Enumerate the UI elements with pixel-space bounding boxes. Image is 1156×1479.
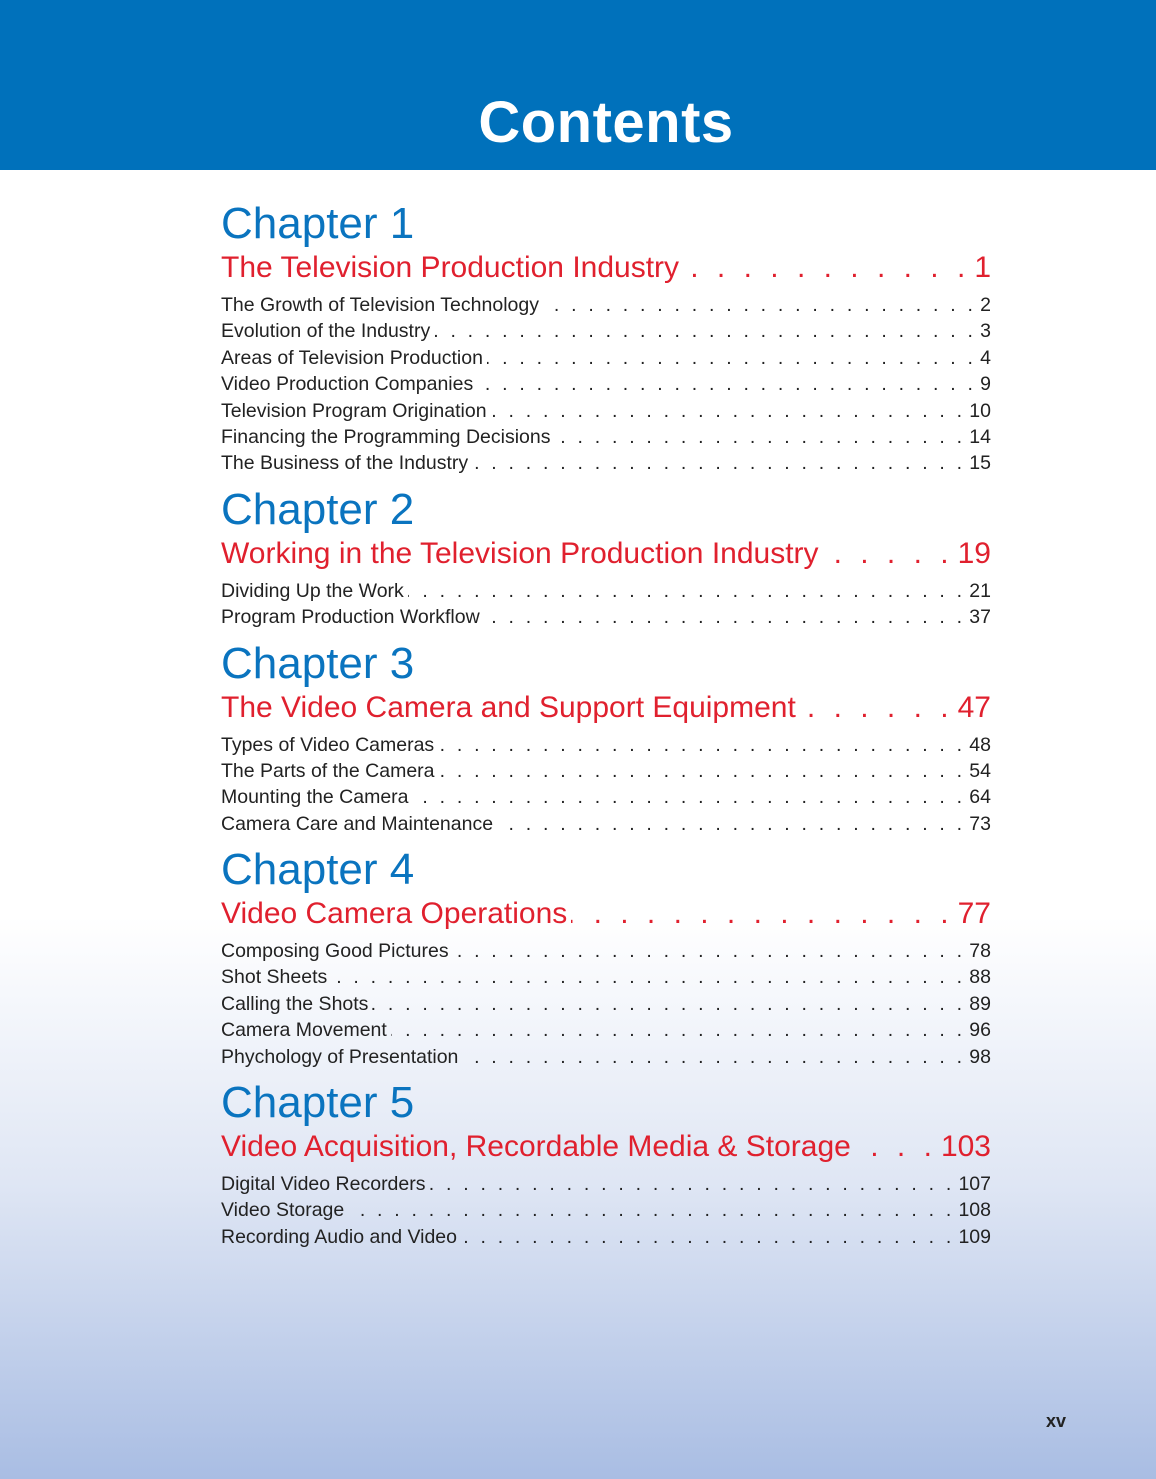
chapter-title: Working in the Television Production Industry [221, 536, 819, 570]
toc-entry-title: Video Production Companies [221, 373, 474, 396]
toc-entry-page: 4 [980, 346, 991, 369]
toc-entry[interactable] [221, 1224, 991, 1250]
chapter-heading: Chapter 4 [221, 845, 415, 895]
toc-entry[interactable] [221, 938, 991, 964]
toc-entry-title: Shot Sheets [221, 966, 328, 989]
entry-list [221, 732, 991, 838]
toc-entry[interactable] [221, 578, 991, 604]
toc-entry-page: 73 [969, 812, 991, 835]
chapter-title: The Television Production Industry [221, 251, 680, 284]
toc-entry-page: 21 [969, 579, 991, 602]
dot-leader [683, 250, 970, 292]
entry-list [221, 292, 991, 477]
toc-entry[interactable] [221, 1017, 991, 1043]
toc-entry[interactable] [221, 292, 991, 318]
dot-leader [855, 1129, 937, 1171]
toc-entry-page: 2 [980, 294, 991, 316]
chapter-page-number: 77 [957, 897, 991, 931]
chapter-heading: Chapter 3 [221, 638, 415, 688]
page-number: xv [1046, 1411, 1067, 1431]
chapter-heading: Chapter 5 [221, 1078, 415, 1128]
toc-entry-page: 98 [969, 1045, 991, 1068]
chapter-title: The Video Camera and Support Equipment [221, 690, 796, 724]
toc-entry-page: 78 [969, 940, 991, 963]
dot-leader [408, 578, 966, 604]
toc-entry[interactable] [221, 811, 991, 837]
toc-entry[interactable] [221, 732, 991, 758]
toc-entry-title: Mounting the Camera [221, 786, 409, 809]
toc-entry[interactable] [221, 450, 991, 476]
chapter-page-number: 1 [974, 251, 991, 284]
dot-leader [461, 1224, 954, 1250]
dot-leader [823, 536, 954, 578]
toc-entry-title: Camera Care and Maintenance [221, 812, 494, 835]
entry-list [221, 938, 991, 1070]
toc-entry[interactable] [221, 991, 991, 1017]
toc-entry-title: Financing the Programming Decisions [221, 425, 551, 448]
table-of-contents [221, 198, 991, 1257]
toc-entry-page: 64 [969, 786, 991, 809]
chapter-title-link[interactable] [221, 1129, 991, 1171]
toc-entry[interactable] [221, 424, 991, 450]
dot-leader [430, 1171, 955, 1197]
toc-entry[interactable] [221, 758, 991, 784]
dot-leader [438, 732, 965, 758]
chapter-page-number: 47 [957, 690, 991, 724]
chapter-block [221, 844, 991, 1070]
toc-entry-page: 37 [969, 606, 991, 629]
toc-entry-title: The Growth of Television Technology [221, 294, 539, 316]
toc-entry[interactable] [221, 1171, 991, 1197]
dot-leader [497, 811, 965, 837]
toc-entry-page: 3 [980, 320, 991, 343]
toc-entry-page: 107 [958, 1173, 991, 1196]
dot-leader [491, 398, 966, 424]
dot-leader [413, 784, 966, 810]
toc-entry-title: Dividing Up the Work [221, 579, 404, 602]
dot-leader [472, 450, 965, 476]
toc-entry-title: Composing Good Pictures [221, 940, 449, 963]
toc-entry-page: 108 [958, 1199, 991, 1222]
toc-entry-title: Phychology of Presentation [221, 1045, 459, 1068]
chapter-title-link[interactable] [221, 536, 991, 578]
toc-entry-page: 89 [969, 992, 991, 1015]
toc-entry[interactable] [221, 1197, 991, 1223]
toc-entry-title: Digital Video Recorders [221, 1173, 426, 1196]
toc-entry-title: Recording Audio and Video [221, 1225, 457, 1248]
chapter-block [221, 638, 991, 838]
toc-entry[interactable] [221, 371, 991, 397]
toc-entry[interactable] [221, 1044, 991, 1070]
toc-entry-page: 15 [969, 452, 991, 475]
toc-entry[interactable] [221, 964, 991, 990]
dot-leader [487, 345, 976, 371]
chapter-title-link[interactable] [221, 690, 991, 732]
toc-entry-title: Evolution of the Industry [221, 320, 431, 343]
chapter-page-number: 103 [940, 1130, 991, 1164]
entry-list [221, 578, 991, 631]
chapter-title-link[interactable] [221, 896, 991, 938]
chapter-block [221, 484, 991, 631]
dot-leader [462, 1044, 965, 1070]
toc-entry-title: Areas of Television Production [221, 346, 483, 369]
dot-leader [348, 1197, 954, 1223]
toc-entry[interactable] [221, 784, 991, 810]
toc-entry-page: 10 [969, 399, 991, 422]
chapter-heading: Chapter 2 [221, 484, 415, 534]
toc-entry[interactable] [221, 398, 991, 424]
toc-entry-title: Camera Movement [221, 1019, 387, 1042]
header-bar [0, 0, 1156, 170]
toc-entry-page: 48 [969, 733, 991, 756]
toc-entry-title: Video Storage [221, 1199, 345, 1222]
dot-leader [484, 604, 966, 630]
dot-leader [477, 371, 976, 397]
chapter-block [221, 1077, 991, 1250]
dot-leader [453, 938, 966, 964]
entry-list [221, 1171, 991, 1250]
dot-leader [434, 318, 976, 344]
toc-entry-title: Calling the Shots [221, 992, 369, 1015]
toc-entry-page: 54 [969, 759, 991, 782]
dot-leader [554, 424, 965, 450]
toc-entry-title: Types of Video Cameras [221, 733, 435, 756]
chapter-title: Video Camera Operations [221, 897, 568, 931]
chapter-block [221, 198, 991, 477]
dot-leader [391, 1017, 965, 1043]
toc-entry-page: 88 [969, 966, 991, 989]
toc-entry-page: 9 [980, 373, 991, 396]
toc-entry[interactable] [221, 345, 991, 371]
chapter-page-number: 19 [957, 536, 991, 570]
chapter-title-link[interactable] [221, 250, 991, 292]
toc-entry-page: 109 [958, 1225, 991, 1248]
toc-entry[interactable] [221, 604, 991, 630]
page-title: Contents [478, 90, 734, 155]
dot-leader [331, 964, 965, 990]
toc-entry-page: 14 [969, 425, 991, 448]
toc-entry-page: 96 [969, 1019, 991, 1042]
dot-leader [439, 758, 966, 784]
dot-leader [543, 292, 976, 318]
dot-leader [372, 991, 965, 1017]
dot-leader [571, 896, 953, 938]
dot-leader [800, 690, 954, 732]
toc-entry-title: The Parts of the Camera [221, 759, 435, 782]
toc-entry-title: The Business of the Industry [221, 452, 469, 475]
toc-entry-title: Program Production Workflow [221, 606, 480, 629]
chapter-heading: Chapter 1 [221, 199, 415, 248]
chapter-title: Video Acquisition, Recordable Media & Storage [221, 1130, 851, 1164]
toc-entry-title: Television Program Origination [221, 399, 487, 422]
toc-entry[interactable] [221, 318, 991, 344]
